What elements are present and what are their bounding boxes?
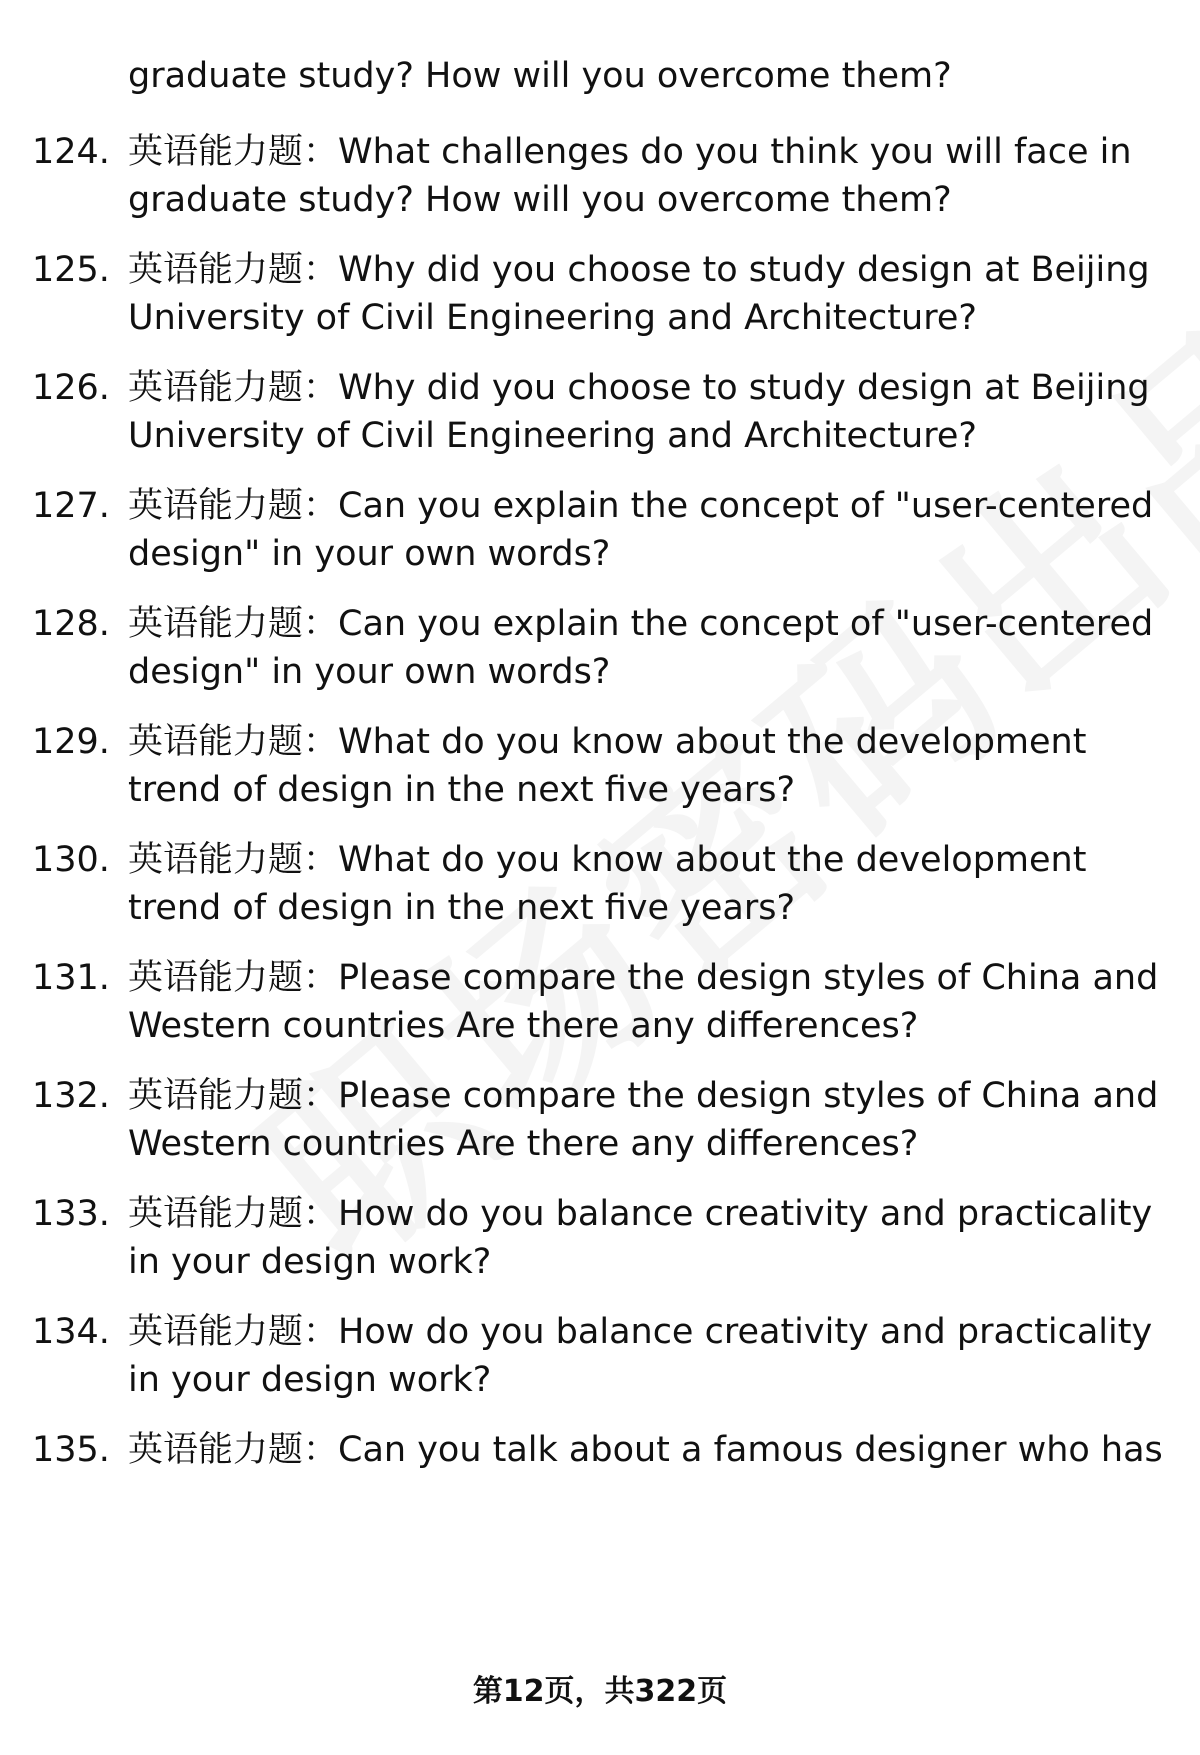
- question-text: [128, 718, 1172, 814]
- question-line: Western countries Are there any differences?: [128, 1124, 919, 1164]
- page-footer: 第12页，共322页: [472, 1674, 728, 1709]
- question-number: 132.: [32, 1076, 110, 1116]
- question-number: 133.: [32, 1194, 110, 1234]
- question-number: 134.: [32, 1312, 110, 1352]
- question-line: 英语能力题：Why did you choose to study design at Beijing: [128, 250, 1150, 290]
- question-line: design" in your own words?: [128, 652, 611, 692]
- question-text: [128, 600, 1172, 696]
- question-text: [128, 364, 1172, 460]
- question-number: 129.: [32, 722, 110, 762]
- question-line: trend of design in the next five years?: [128, 770, 796, 810]
- question-line: University of Civil Engineering and Architecture?: [128, 416, 977, 456]
- question-line: graduate study? How will you overcome them?: [128, 180, 952, 220]
- question-number: 127.: [32, 486, 110, 526]
- question-line: University of Civil Engineering and Architecture?: [128, 298, 977, 338]
- question-text: [128, 1426, 1172, 1474]
- question-line: in your design work?: [128, 1242, 492, 1282]
- carryover-line: graduate study? How will you overcome them?: [128, 56, 952, 96]
- question-line: 英语能力题：Why did you choose to study design at Beijing: [128, 368, 1150, 408]
- question-text: [128, 1072, 1172, 1168]
- question-line: Western countries Are there any differences?: [128, 1006, 919, 1046]
- question-line: trend of design in the next five years?: [128, 888, 796, 928]
- question-text: [128, 246, 1172, 342]
- question-text: [128, 482, 1172, 578]
- question-number: 128.: [32, 604, 110, 644]
- question-line: 英语能力题：How do you balance creativity and practicality: [128, 1194, 1153, 1234]
- question-line: 英语能力题：What challenges do you think you will face in: [128, 132, 1132, 172]
- question-line: 英语能力题：Can you talk about a famous designer who has: [128, 1430, 1163, 1470]
- question-text: [128, 954, 1172, 1050]
- question-text: [128, 128, 1172, 224]
- question-line: 英语能力题：Can you explain the concept of "user-centered: [128, 486, 1154, 526]
- question-line: in your design work?: [128, 1360, 492, 1400]
- question-line: 英语能力题：What do you know about the development: [128, 722, 1087, 762]
- question-line: design" in your own words?: [128, 534, 611, 574]
- question-line: 英语能力题：Can you explain the concept of "user-centered: [128, 604, 1154, 644]
- question-number: 135.: [32, 1430, 110, 1470]
- question-text: [128, 1308, 1172, 1404]
- question-text: [128, 836, 1172, 932]
- question-number: 125.: [32, 250, 110, 290]
- question-line: 英语能力题：How do you balance creativity and practicality: [128, 1312, 1153, 1352]
- question-line: 英语能力题：Please compare the design styles of China and: [128, 958, 1159, 998]
- question-line: 英语能力题：Please compare the design styles of China and: [128, 1076, 1159, 1116]
- question-number: 126.: [32, 368, 110, 408]
- question-number: 130.: [32, 840, 110, 880]
- question-text: [128, 1190, 1172, 1286]
- question-number: 124.: [32, 132, 110, 172]
- question-line: 英语能力题：What do you know about the development: [128, 840, 1087, 880]
- question-number: 131.: [32, 958, 110, 998]
